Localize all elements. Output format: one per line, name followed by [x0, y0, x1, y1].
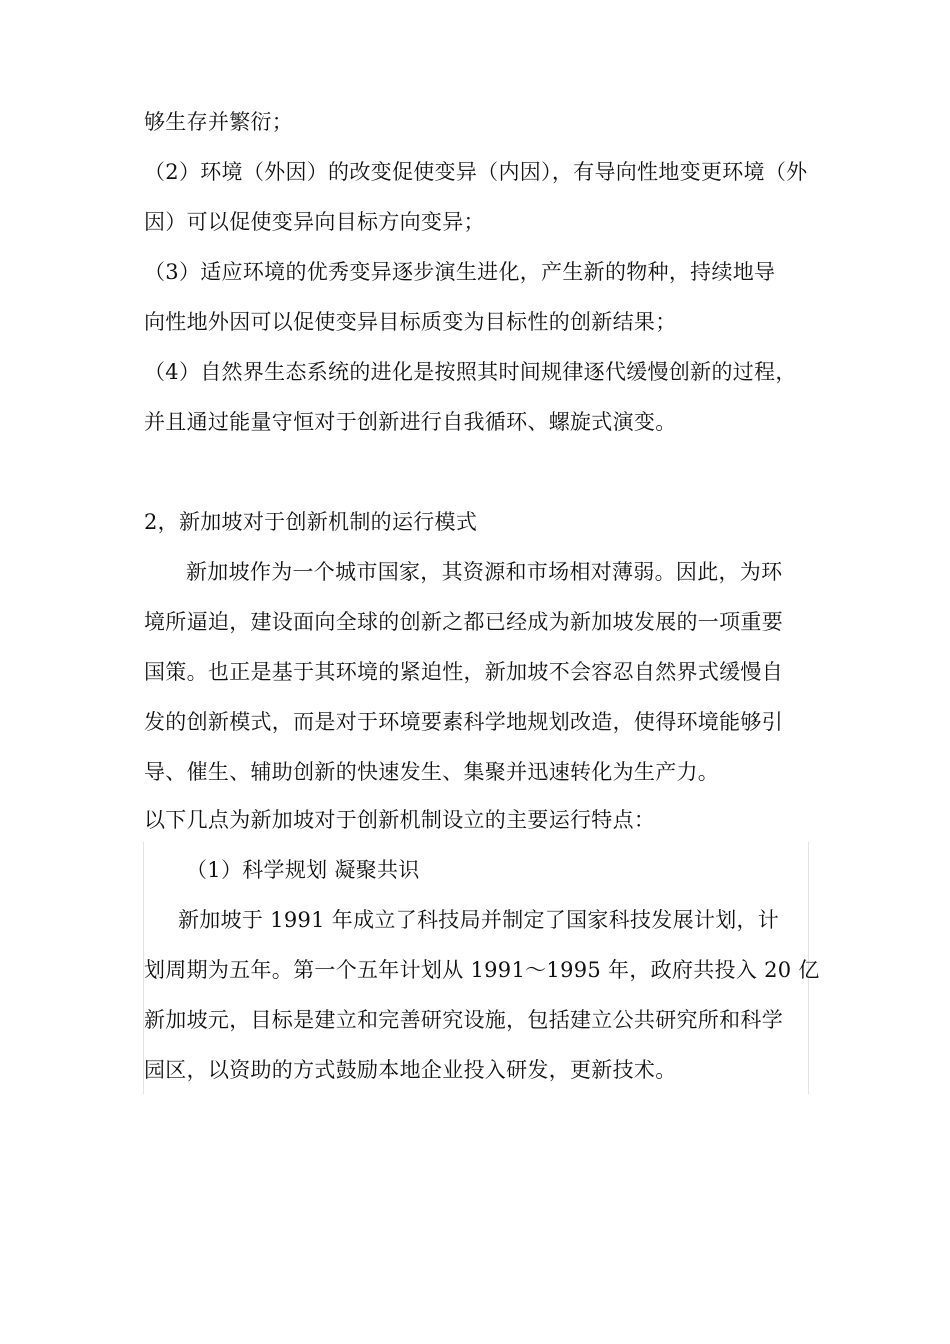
list-item-4-line: 并且通过能量守恒对于创新进行自我循环、螺旋式演变。	[144, 410, 677, 434]
list-item-3-line: 向性地外因可以促使变异目标质变为目标性的创新结果；	[144, 310, 677, 334]
body-line: 新加坡作为一个城市国家，其资源和市场相对薄弱。因此，为环	[186, 560, 783, 584]
list-item-3-line: （3）适应环境的优秀变异逐步演生进化，产生新的物种，持续地导	[144, 260, 776, 284]
list-item-4-line: （4）自然界生态系统的进化是按照其时间规律逐代缓慢创新的过程，	[144, 360, 797, 384]
paragraph-line: 够生存并繁衍；	[144, 110, 294, 134]
list-item-2-line: （2）环境（外因）的改变促使变异（内因），有导向性地变更环境（外	[144, 160, 808, 184]
body-line: 新加坡元，目标是建立和完善研究设施，包括建立公共研究所和科学	[144, 1008, 783, 1032]
list-item-2-line: 因）可以促使变异向目标方向变异；	[144, 210, 485, 234]
body-line: 境所逼迫，建设面向全球的创新之都已经成为新加坡发展的一项重要	[144, 610, 783, 634]
body-line: 划周期为五年。第一个五年计划从 1991～1995 年，政府共投入 20 亿	[144, 958, 820, 982]
body-line: 发的创新模式，而是对于环境要素科学地规划改造，使得环境能够引	[144, 710, 783, 734]
body-line: 新加坡于 1991 年成立了科技局并制定了国家科技发展计划，计	[178, 908, 780, 932]
body-line: 导、催生、辅助创新的快速发生、集聚并迅速转化为生产力。	[144, 760, 720, 784]
body-line: 国策。也正是基于其环境的紧迫性，新加坡不会容忍自然界式缓慢自	[144, 660, 783, 684]
summary-line: 以下几点为新加坡对于创新机制设立的主要运行特点：	[144, 808, 656, 832]
section-heading: 2，新加坡对于创新机制的运行模式	[144, 510, 478, 534]
body-line: 园区，以资助的方式鼓励本地企业投入研发，更新技术。	[144, 1058, 677, 1082]
subsection-heading: （1）科学规划 凝聚共识	[186, 858, 420, 882]
